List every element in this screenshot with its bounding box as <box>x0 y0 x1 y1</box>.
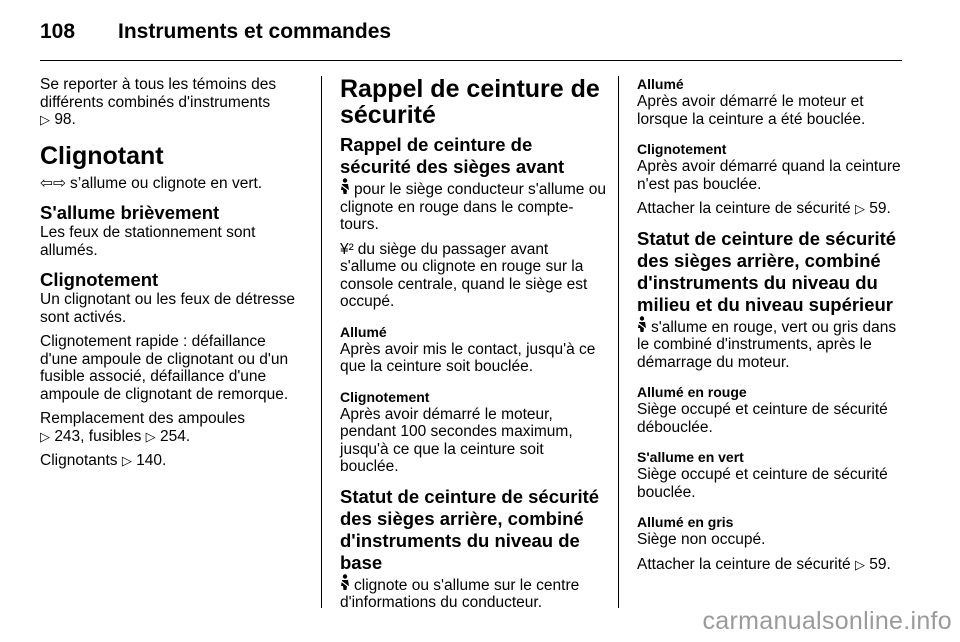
allume-paragraph: Après avoir mis le contact, jusqu'à ce que la ceinture soit bouclée. <box>340 340 596 375</box>
statut-base-paragraph: clignote ou s'allume sur le centre d'informations du conducteur. <box>340 574 606 612</box>
page-header <box>40 14 920 50</box>
intro-paragraph: Se reporter à tous les témoins des différents combinés d'instruments ▷ 98. <box>40 76 277 128</box>
heading-allume-gris: Allumé en gris <box>637 514 734 530</box>
remplacement-paragraph: Remplacement des ampoules ▷ 243, fusibles ▷ 254. <box>40 410 246 445</box>
clignotement-paragraph: Un clignotant ou les feux de détresse sont activés. <box>40 291 296 326</box>
reference-arrow-icon: ▷ <box>854 556 865 572</box>
watermark: carmanualsonline.info <box>702 607 952 635</box>
heading-rappel-avant: Rappel de ceinture de sécurité des sièges avant <box>340 134 565 177</box>
page-number: 108 <box>40 20 76 43</box>
heading-statut-base: Statut de ceinture de sécurité des sièges arrière, combiné d'instruments du niveau de base <box>340 485 600 573</box>
attacher-reference-1[interactable]: 59. <box>869 200 891 217</box>
clignotants-paragraph: Clignotants ▷ 140. <box>40 452 167 469</box>
heading-statut-superieur: Statut de ceinture de sécurité des sièges arrière, combiné d'instruments du niveau du milieu et du niveau supérieur <box>637 227 897 315</box>
heading-clignotement-2: Clignotement <box>340 388 430 405</box>
heading-allume-3: Allumé <box>637 76 684 92</box>
rouge-paragraph: Siège occupé et ceinture de sécurité débouclée. <box>637 401 888 436</box>
header-rule <box>40 60 902 61</box>
attacher-reference-2[interactable]: 59. <box>869 555 891 573</box>
page-title: Instruments et commandes <box>118 20 392 43</box>
clignotant-paragraph: ⇦⇨ s’allume ou clignote en vert. <box>40 174 263 192</box>
intro-reference[interactable]: 98. <box>54 111 76 128</box>
clignotants-reference[interactable]: 140. <box>136 452 167 469</box>
reference-arrow-icon: ▷ <box>121 453 132 468</box>
attacher-1-paragraph: Attacher la ceinture de sécurité ▷ 59. <box>637 200 891 217</box>
heading-allume-brievement: S'allume brièvement <box>40 202 220 223</box>
allume-3-paragraph: Après avoir démarré le moteur et lorsque la ceinture a été bouclée. <box>637 93 866 128</box>
statut-sup-paragraph: s'allume en rouge, vert ou gris dans le combiné d'instruments, après le démarrage du moteur. <box>637 316 905 372</box>
remplacement-reference-2[interactable]: 254. <box>159 427 191 445</box>
turn-signal-icon: ⇦⇨ <box>40 174 66 192</box>
attacher-2-paragraph: Attacher la ceinture de sécurité ▷ 59. <box>637 555 891 573</box>
reference-arrow-icon: ▷ <box>40 112 50 127</box>
clignotement-3-paragraph: Après avoir démarré quand la ceinture n'est pas bouclée. <box>637 158 901 193</box>
column-divider-2 <box>618 76 619 608</box>
rapide-paragraph: Clignotement rapide : défaillance d'une ampoule de clignotant ou d'un fusible associé, défaillance d'une ampoule de clignotant de remorque. <box>40 333 289 403</box>
clignotement-2-paragraph: Après avoir démarré le moteur, pendant 100 secondes maximum, jusqu'à ce que la ceinture soit bouclée. <box>340 405 573 475</box>
heading-allume-vert: S'allume en vert <box>637 449 744 465</box>
seatbelt-icon <box>340 574 350 595</box>
gris-paragraph: Siège non occupé. <box>637 531 766 548</box>
heading-allume: Allumé <box>340 323 387 340</box>
reference-arrow-icon: ▷ <box>145 428 156 444</box>
passager-paragraph: ¥² du siège du passager avant s'allume ou clignote en rouge sur la console centrale, quand le siège est occupé. <box>340 240 588 310</box>
column-3 <box>637 76 905 580</box>
conducteur-paragraph: pour le siège conducteur s'allume ou clignote en rouge dans le compte-tours. <box>340 178 606 234</box>
seatbelt-icon <box>340 178 350 199</box>
heading-rappel-ceinture: Rappel de ceinture de sécurité <box>340 75 600 129</box>
reference-arrow-icon: ▷ <box>854 201 865 216</box>
vert-paragraph: Siège occupé et ceinture de sécurité bouclée. <box>637 466 888 501</box>
column-divider-1 <box>321 76 322 608</box>
passenger-seatbelt-icon: ¥² <box>340 240 354 258</box>
heading-allume-rouge: Allumé en rouge <box>637 384 747 400</box>
column-1 <box>40 76 305 477</box>
column-2 <box>340 76 606 619</box>
heading-clignotement-3: Clignotement <box>637 141 727 157</box>
reference-arrow-icon: ▷ <box>40 428 50 444</box>
allume-brievement-paragraph: Les feux de stationnement sont allumés. <box>40 224 256 259</box>
remplacement-reference-1[interactable]: 243, fusibles <box>54 427 142 445</box>
heading-clignotant: Clignotant <box>40 141 164 170</box>
seatbelt-icon <box>637 316 647 337</box>
heading-clignotement: Clignotement <box>40 269 159 290</box>
